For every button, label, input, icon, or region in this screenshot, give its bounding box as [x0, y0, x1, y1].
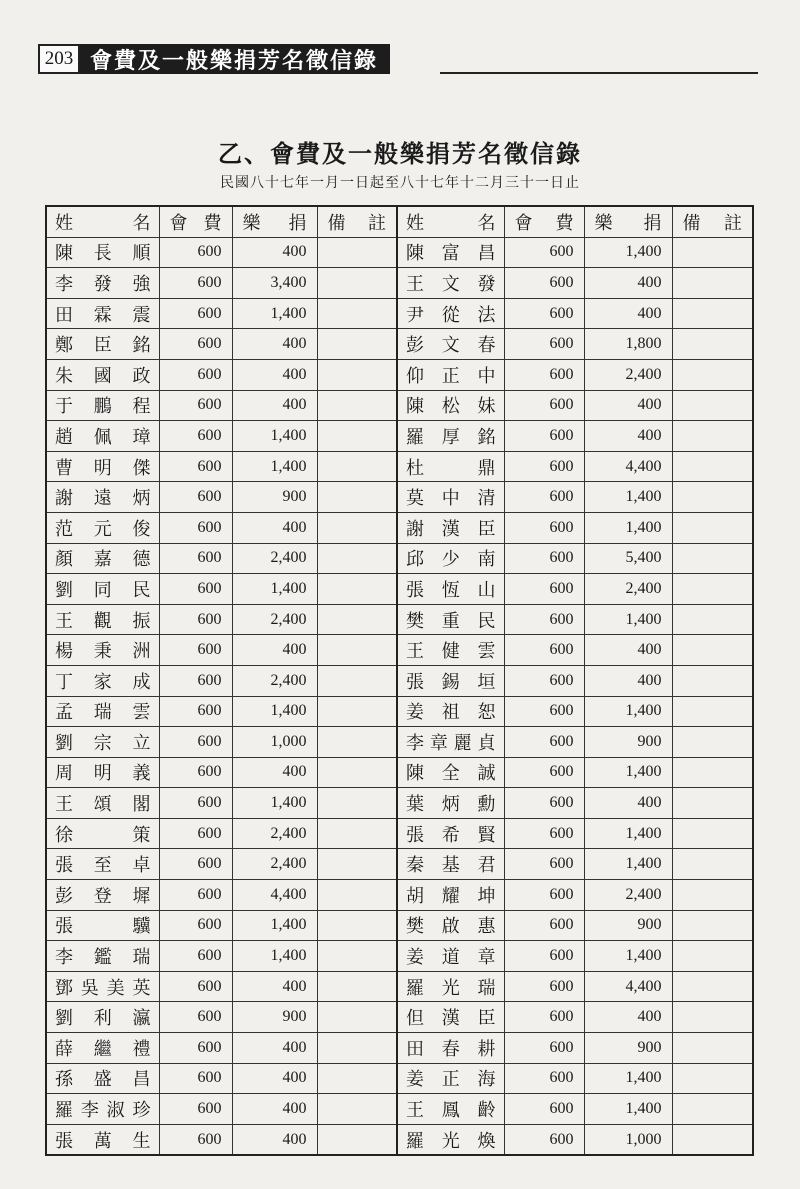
- fee-value: 600: [504, 1094, 584, 1125]
- fee-value: 600: [159, 237, 232, 268]
- document-subtitle: 民國八十七年一月一日起至八十七年十二月三十一日止: [220, 175, 580, 191]
- header-remarks: 備註: [672, 206, 753, 237]
- donor-name: 趙佩璋: [46, 421, 159, 452]
- fee-value: 600: [159, 1002, 232, 1033]
- header-rule: [440, 72, 758, 74]
- donor-table: [45, 205, 754, 1156]
- fee-value: 600: [159, 1094, 232, 1125]
- donation-value: 400: [232, 1094, 317, 1125]
- donation-value: 400: [584, 788, 672, 819]
- donor-name: 徐策: [46, 818, 159, 849]
- table-row: [46, 329, 753, 360]
- remarks-cell: [317, 543, 397, 574]
- fee-value: 600: [504, 359, 584, 390]
- fee-value: 600: [504, 390, 584, 421]
- fee-value: 600: [159, 788, 232, 819]
- donation-value: 1,400: [584, 237, 672, 268]
- table-row: [46, 788, 753, 819]
- donor-name: 朱國政: [46, 359, 159, 390]
- table-body: [46, 237, 753, 1155]
- fee-value: 600: [159, 880, 232, 911]
- fee-value: 600: [504, 482, 584, 513]
- table-row: [46, 635, 753, 666]
- remarks-cell: [317, 482, 397, 513]
- fee-value: 600: [159, 482, 232, 513]
- donor-name: 王鳳齡: [397, 1094, 504, 1125]
- donation-value: 400: [584, 665, 672, 696]
- fee-value: 600: [159, 574, 232, 605]
- remarks-cell: [672, 359, 753, 390]
- header-name: 姓名: [46, 206, 159, 237]
- donation-value: 1,400: [584, 512, 672, 543]
- remarks-cell: [672, 941, 753, 972]
- remarks-cell: [672, 818, 753, 849]
- donor-name: 姜祖恕: [397, 696, 504, 727]
- fee-value: 600: [159, 512, 232, 543]
- remarks-cell: [672, 1094, 753, 1125]
- donation-value: 1,400: [584, 941, 672, 972]
- remarks-cell: [672, 910, 753, 941]
- donor-name: 羅光煥: [397, 1124, 504, 1155]
- donation-value: 400: [232, 1124, 317, 1155]
- remarks-cell: [672, 329, 753, 360]
- donation-value: 1,400: [232, 788, 317, 819]
- donor-name: 周明義: [46, 757, 159, 788]
- remarks-cell: [317, 818, 397, 849]
- donation-value: 400: [232, 237, 317, 268]
- fee-value: 600: [504, 971, 584, 1002]
- remarks-cell: [672, 665, 753, 696]
- donor-name: 姜道章: [397, 941, 504, 972]
- remarks-cell: [672, 696, 753, 727]
- fee-value: 600: [504, 910, 584, 941]
- donation-value: 4,400: [232, 880, 317, 911]
- fee-value: 600: [159, 849, 232, 880]
- remarks-cell: [672, 1033, 753, 1064]
- donation-value: 900: [232, 482, 317, 513]
- fee-value: 600: [504, 818, 584, 849]
- donation-value: 400: [232, 1033, 317, 1064]
- donor-name: 劉同民: [46, 574, 159, 605]
- table-row: [46, 482, 753, 513]
- donation-value: 2,400: [584, 880, 672, 911]
- fee-value: 600: [504, 237, 584, 268]
- table-row: [46, 1063, 753, 1094]
- fee-value: 600: [159, 451, 232, 482]
- remarks-cell: [672, 727, 753, 758]
- fee-value: 600: [159, 635, 232, 666]
- remarks-cell: [672, 1002, 753, 1033]
- donation-value: 400: [232, 329, 317, 360]
- table-row: [46, 421, 753, 452]
- donation-value: 400: [232, 390, 317, 421]
- remarks-cell: [672, 1063, 753, 1094]
- donor-name: 張萬生: [46, 1124, 159, 1155]
- donation-value: 900: [584, 910, 672, 941]
- table-row: [46, 1033, 753, 1064]
- donor-name: 顏嘉德: [46, 543, 159, 574]
- donation-value: 400: [232, 971, 317, 1002]
- remarks-cell: [317, 910, 397, 941]
- donor-name: 彭登墀: [46, 880, 159, 911]
- fee-value: 600: [504, 788, 584, 819]
- donation-value: 4,400: [584, 971, 672, 1002]
- fee-value: 600: [159, 298, 232, 329]
- donation-value: 900: [584, 727, 672, 758]
- remarks-cell: [317, 849, 397, 880]
- donation-value: 1,400: [584, 482, 672, 513]
- donation-value: 1,400: [232, 421, 317, 452]
- fee-value: 600: [504, 757, 584, 788]
- fee-value: 600: [159, 941, 232, 972]
- donor-name: 王健雲: [397, 635, 504, 666]
- donation-value: 3,400: [232, 268, 317, 299]
- remarks-cell: [672, 604, 753, 635]
- donor-name: 杜鼎: [397, 451, 504, 482]
- donor-name: 王觀振: [46, 604, 159, 635]
- donor-name: 仰正中: [397, 359, 504, 390]
- page-number: 203: [38, 44, 80, 74]
- remarks-cell: [317, 512, 397, 543]
- fee-value: 600: [504, 880, 584, 911]
- donor-name: 樊重民: [397, 604, 504, 635]
- remarks-cell: [317, 971, 397, 1002]
- donation-value: 400: [584, 421, 672, 452]
- table-row: [46, 1094, 753, 1125]
- remarks-cell: [317, 574, 397, 605]
- remarks-cell: [317, 359, 397, 390]
- table-row: [46, 727, 753, 758]
- running-header-title: 會費及一般樂捐芳名徵信錄: [80, 44, 390, 74]
- donor-name: 胡耀坤: [397, 880, 504, 911]
- fee-value: 600: [504, 329, 584, 360]
- donation-value: 1,400: [232, 910, 317, 941]
- remarks-cell: [317, 604, 397, 635]
- donor-name: 王頌閣: [46, 788, 159, 819]
- donation-value: 1,400: [584, 1094, 672, 1125]
- donor-name: 田春耕: [397, 1033, 504, 1064]
- table-row: [46, 390, 753, 421]
- donor-name: 但漢臣: [397, 1002, 504, 1033]
- donor-name: 陳富昌: [397, 237, 504, 268]
- table-row: [46, 910, 753, 941]
- donor-name: 李發強: [46, 268, 159, 299]
- donation-value: 1,400: [232, 574, 317, 605]
- donor-name: 秦基君: [397, 849, 504, 880]
- donor-name: 李鑑瑞: [46, 941, 159, 972]
- donation-value: 2,400: [232, 665, 317, 696]
- remarks-cell: [317, 665, 397, 696]
- fee-value: 600: [159, 329, 232, 360]
- remarks-cell: [317, 329, 397, 360]
- table-row: [46, 604, 753, 635]
- remarks-cell: [672, 237, 753, 268]
- fee-value: 600: [504, 298, 584, 329]
- donation-value: 400: [584, 268, 672, 299]
- header-donation: 樂捐: [584, 206, 672, 237]
- donation-value: 2,400: [232, 543, 317, 574]
- fee-value: 600: [504, 421, 584, 452]
- donor-name: 姜正海: [397, 1063, 504, 1094]
- remarks-cell: [317, 1094, 397, 1125]
- remarks-cell: [672, 482, 753, 513]
- fee-value: 600: [159, 359, 232, 390]
- header-donation: 樂捐: [232, 206, 317, 237]
- donation-value: 1,400: [584, 818, 672, 849]
- donor-name: 陳松妹: [397, 390, 504, 421]
- table-row: [46, 268, 753, 299]
- donor-name: 尹從法: [397, 298, 504, 329]
- fee-value: 600: [159, 665, 232, 696]
- donation-value: 1,400: [232, 696, 317, 727]
- table-row: [46, 849, 753, 880]
- donor-name: 鄧吳美英: [46, 971, 159, 1002]
- donor-name: 羅李淑珍: [46, 1094, 159, 1125]
- donation-value: 2,400: [232, 818, 317, 849]
- donor-name: 張恆山: [397, 574, 504, 605]
- donation-value: 400: [232, 1063, 317, 1094]
- donor-name: 莫中清: [397, 482, 504, 513]
- remarks-cell: [317, 635, 397, 666]
- remarks-cell: [317, 1063, 397, 1094]
- donation-value: 2,400: [232, 849, 317, 880]
- donation-value: 400: [584, 635, 672, 666]
- table-row: [46, 543, 753, 574]
- remarks-cell: [317, 237, 397, 268]
- fee-value: 600: [504, 543, 584, 574]
- donor-name: 張希賢: [397, 818, 504, 849]
- table-row: [46, 298, 753, 329]
- fee-value: 600: [159, 1063, 232, 1094]
- fee-value: 600: [504, 941, 584, 972]
- fee-value: 600: [159, 910, 232, 941]
- donation-value: 2,400: [584, 574, 672, 605]
- donor-name: 劉宗立: [46, 727, 159, 758]
- table-row: [46, 512, 753, 543]
- donor-name: 張至卓: [46, 849, 159, 880]
- donor-name: 陳長順: [46, 237, 159, 268]
- donation-value: 400: [232, 635, 317, 666]
- donor-name: 范元俊: [46, 512, 159, 543]
- remarks-cell: [317, 1033, 397, 1064]
- donor-name: 謝漢臣: [397, 512, 504, 543]
- donation-value: 5,400: [584, 543, 672, 574]
- fee-value: 600: [159, 268, 232, 299]
- donor-name: 楊秉洲: [46, 635, 159, 666]
- donor-name: 彭文春: [397, 329, 504, 360]
- fee-value: 600: [504, 1033, 584, 1064]
- donation-value: 1,400: [584, 1063, 672, 1094]
- donor-name: 陳全誠: [397, 757, 504, 788]
- donor-name: 田霖震: [46, 298, 159, 329]
- remarks-cell: [672, 421, 753, 452]
- fee-value: 600: [504, 635, 584, 666]
- remarks-cell: [672, 971, 753, 1002]
- remarks-cell: [672, 390, 753, 421]
- table-row: [46, 971, 753, 1002]
- fee-value: 600: [159, 421, 232, 452]
- donation-value: 2,400: [584, 359, 672, 390]
- fee-value: 600: [159, 971, 232, 1002]
- table-header-row: [46, 206, 753, 237]
- remarks-cell: [317, 1002, 397, 1033]
- donation-value: 1,400: [232, 941, 317, 972]
- header-fee: 會費: [504, 206, 584, 237]
- table-row: [46, 757, 753, 788]
- fee-value: 600: [159, 818, 232, 849]
- remarks-cell: [672, 1124, 753, 1155]
- fee-value: 600: [504, 849, 584, 880]
- remarks-cell: [317, 268, 397, 299]
- donation-value: 400: [584, 1002, 672, 1033]
- fee-value: 600: [159, 1124, 232, 1155]
- fee-value: 600: [159, 543, 232, 574]
- table-row: [46, 1002, 753, 1033]
- document-title: 乙、會費及一般樂捐芳名徵信錄: [218, 139, 582, 168]
- remarks-cell: [672, 451, 753, 482]
- donor-name: 曹明傑: [46, 451, 159, 482]
- fee-value: 600: [159, 604, 232, 635]
- donor-name: 樊啟惠: [397, 910, 504, 941]
- fee-value: 600: [159, 757, 232, 788]
- donor-name: 薛繼禮: [46, 1033, 159, 1064]
- fee-value: 600: [504, 512, 584, 543]
- remarks-cell: [317, 390, 397, 421]
- donor-name: 羅厚銘: [397, 421, 504, 452]
- donor-name: 張錫垣: [397, 665, 504, 696]
- donation-value: 1,000: [232, 727, 317, 758]
- donation-value: 1,800: [584, 329, 672, 360]
- remarks-cell: [672, 788, 753, 819]
- table-row: [46, 574, 753, 605]
- donation-value: 900: [584, 1033, 672, 1064]
- table-row: [46, 880, 753, 911]
- donor-name: 王文發: [397, 268, 504, 299]
- donor-name: 鄭臣銘: [46, 329, 159, 360]
- donor-name: 羅光瑞: [397, 971, 504, 1002]
- donor-name: 邱少南: [397, 543, 504, 574]
- table-row: [46, 359, 753, 390]
- donation-value: 400: [584, 298, 672, 329]
- remarks-cell: [672, 880, 753, 911]
- donation-value: 400: [232, 512, 317, 543]
- remarks-cell: [317, 298, 397, 329]
- fee-value: 600: [159, 727, 232, 758]
- donor-name: 孫盛昌: [46, 1063, 159, 1094]
- donation-value: 1,400: [232, 298, 317, 329]
- fee-value: 600: [504, 451, 584, 482]
- donation-value: 1,400: [584, 604, 672, 635]
- remarks-cell: [317, 1124, 397, 1155]
- donation-value: 4,400: [584, 451, 672, 482]
- donation-value: 400: [584, 390, 672, 421]
- fee-value: 600: [159, 696, 232, 727]
- table-row: [46, 696, 753, 727]
- fee-value: 600: [504, 665, 584, 696]
- fee-value: 600: [504, 1002, 584, 1033]
- donation-value: 1,400: [584, 757, 672, 788]
- fee-value: 600: [504, 604, 584, 635]
- remarks-cell: [317, 880, 397, 911]
- header-fee: 會費: [159, 206, 232, 237]
- fee-value: 600: [504, 574, 584, 605]
- donation-value: 900: [232, 1002, 317, 1033]
- fee-value: 600: [504, 1063, 584, 1094]
- donor-name: 劉利瀛: [46, 1002, 159, 1033]
- table-row: [46, 818, 753, 849]
- fee-value: 600: [504, 696, 584, 727]
- fee-value: 600: [504, 1124, 584, 1155]
- table-row: [46, 237, 753, 268]
- table-row: [46, 941, 753, 972]
- table-row: [46, 665, 753, 696]
- donor-name: 葉炳勳: [397, 788, 504, 819]
- remarks-cell: [317, 696, 397, 727]
- remarks-cell: [672, 574, 753, 605]
- remarks-cell: [317, 727, 397, 758]
- header-remarks: 備註: [317, 206, 397, 237]
- table-row: [46, 1124, 753, 1155]
- donor-name: 于鵬程: [46, 390, 159, 421]
- donor-name: 謝遠炳: [46, 482, 159, 513]
- remarks-cell: [317, 451, 397, 482]
- remarks-cell: [317, 421, 397, 452]
- donor-name: 丁家成: [46, 665, 159, 696]
- table-row: [46, 451, 753, 482]
- remarks-cell: [317, 788, 397, 819]
- remarks-cell: [672, 512, 753, 543]
- remarks-cell: [672, 757, 753, 788]
- remarks-cell: [317, 757, 397, 788]
- remarks-cell: [672, 543, 753, 574]
- fee-value: 600: [159, 1033, 232, 1064]
- remarks-cell: [672, 298, 753, 329]
- fee-value: 600: [504, 268, 584, 299]
- donor-name: 李章麗貞: [397, 727, 504, 758]
- donation-value: 1,400: [584, 849, 672, 880]
- donation-value: 2,400: [232, 604, 317, 635]
- remarks-cell: [672, 849, 753, 880]
- remarks-cell: [317, 941, 397, 972]
- donation-value: 400: [232, 359, 317, 390]
- fee-value: 600: [159, 390, 232, 421]
- donation-value: 1,000: [584, 1124, 672, 1155]
- fee-value: 600: [504, 727, 584, 758]
- remarks-cell: [672, 268, 753, 299]
- remarks-cell: [672, 635, 753, 666]
- donation-value: 1,400: [232, 451, 317, 482]
- page-header: [38, 44, 390, 74]
- donor-name: 孟瑞雲: [46, 696, 159, 727]
- donation-value: 1,400: [584, 696, 672, 727]
- donation-value: 400: [232, 757, 317, 788]
- header-name: 姓名: [397, 206, 504, 237]
- donor-name: 張驥: [46, 910, 159, 941]
